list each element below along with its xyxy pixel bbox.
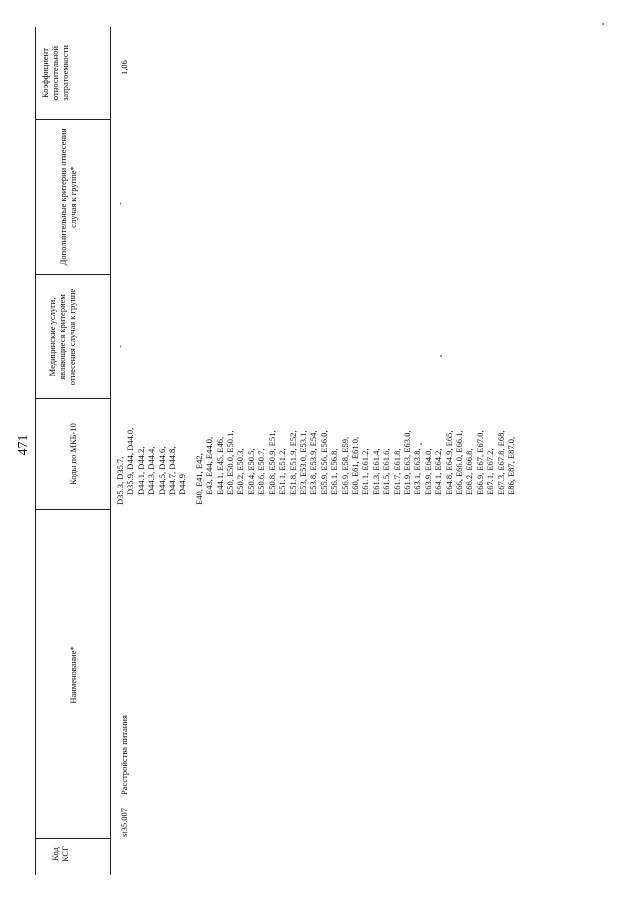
- mkb-code-line: E64.1, E64.2,: [433, 448, 444, 495]
- scan-speck: [420, 443, 422, 445]
- mkb-code-line: E55.9, E56, E56.0,: [318, 430, 329, 495]
- mkb-code-line: E56.1, E56.8,: [329, 448, 340, 495]
- row-code: st35.007: [119, 807, 129, 837]
- mkb-code-line: E53, E53.0, E53.1,: [297, 430, 308, 495]
- mkb-code-line: E63.9, E64.0,: [422, 448, 433, 495]
- table-top-rule: [35, 27, 36, 875]
- row-coefficient: 1,06: [119, 60, 129, 75]
- col-divider-5: [35, 119, 110, 120]
- mkb-code-line: E56.9, E58, E59,: [339, 436, 350, 495]
- header-medical-services: Медицинские услуги, являющиеся критерием отнесения случая к группе: [47, 288, 77, 386]
- mkb-code-line: E50.4, E50.5,: [245, 448, 256, 495]
- scan-speck: [440, 355, 442, 357]
- header-code-ksg: Код КСГ: [50, 845, 70, 863]
- mkb-code-line: D35.3, D35.7,: [115, 456, 125, 505]
- mkb-code-line: E50.6, E50.7,: [256, 448, 267, 495]
- header-name: Наименование*: [68, 646, 78, 704]
- mkb-code-line: E61.3, E61.4,: [370, 448, 381, 495]
- mkb-code-line: E61.5, E61.6,: [381, 448, 392, 495]
- scan-speck: [602, 23, 604, 25]
- mkb-code-line: E43, E44, E44.0,: [204, 436, 215, 495]
- col-divider-3: [35, 398, 110, 399]
- mkb-code-line: E51.8, E51.9, E52,: [287, 430, 298, 495]
- mkb-code-line: E64.8, E64.9, E65,: [443, 430, 454, 495]
- mkb-code-line: E67.1, E67.2,: [485, 448, 496, 495]
- mkb-code-line: D44.9: [177, 473, 188, 495]
- mkb-code-line: E86, E87, E87.0,: [506, 436, 517, 495]
- mkb-code-line: E50, E50.0, E50.1,: [225, 430, 236, 495]
- row-name: Расстройства питания: [119, 715, 129, 795]
- col-divider-4: [35, 274, 110, 275]
- mkb-code-line: E53.8, E53.9, E54,: [308, 430, 319, 495]
- mkb-code-line: E67.3, E67.8, E68,: [495, 430, 506, 495]
- mkb-codes-cell: [115, 428, 516, 505]
- mkb-code-line: D44.1, D44.2,: [135, 446, 146, 495]
- header-additional-criteria: Дополнительные критерии отнесения случая к группе*: [58, 128, 78, 266]
- row-criteria: -: [115, 202, 125, 205]
- col-divider-1: [35, 838, 110, 839]
- mkb-code-line: E66.2, E66.8,: [464, 448, 475, 495]
- mkb-code-line: E63.1, E63.8,: [412, 448, 423, 495]
- page-number: 471: [16, 434, 31, 456]
- mkb-code-line: E51.1, E51.2,: [277, 448, 288, 495]
- mkb-code-line: D44.3, D44.4,: [146, 446, 157, 495]
- row-services: -: [115, 345, 125, 348]
- col-divider-2: [35, 509, 110, 510]
- mkb-code-line: E66.9, E67, E67.0,: [474, 430, 485, 495]
- mkb-code-line: E40, E41, E42,: [193, 453, 204, 505]
- mkb-code-line: E61.1, E61.2,: [360, 448, 371, 495]
- mkb-code-line: E66, E66.0, E66.1,: [454, 430, 464, 495]
- mkb-code-line: E44.1, E45, E46,: [214, 436, 225, 495]
- mkb-code-line: D35.9, D44, D44.0,: [125, 427, 136, 495]
- mkb-code-line: E50.2, E50.3,: [235, 448, 246, 495]
- mkb-code-line: E50.8, E50.9, E51,: [266, 430, 277, 495]
- mkb-code-line: E61.9, E63, E63.0,: [401, 430, 412, 495]
- mkb-code-line: E60, E61, E61.0,: [349, 436, 360, 495]
- header-coefficient: Коэффициент относительной затратоемкости: [40, 45, 70, 101]
- header-bottom-rule: [110, 27, 111, 875]
- mkb-code-line: D44.5, D44.6,: [156, 446, 167, 495]
- mkb-code-line: E61.7, E61.8,: [391, 448, 402, 495]
- mkb-code-line: D44.7, D44.8,: [167, 446, 178, 495]
- header-mkb-codes: Коды по МКБ-10: [68, 423, 78, 485]
